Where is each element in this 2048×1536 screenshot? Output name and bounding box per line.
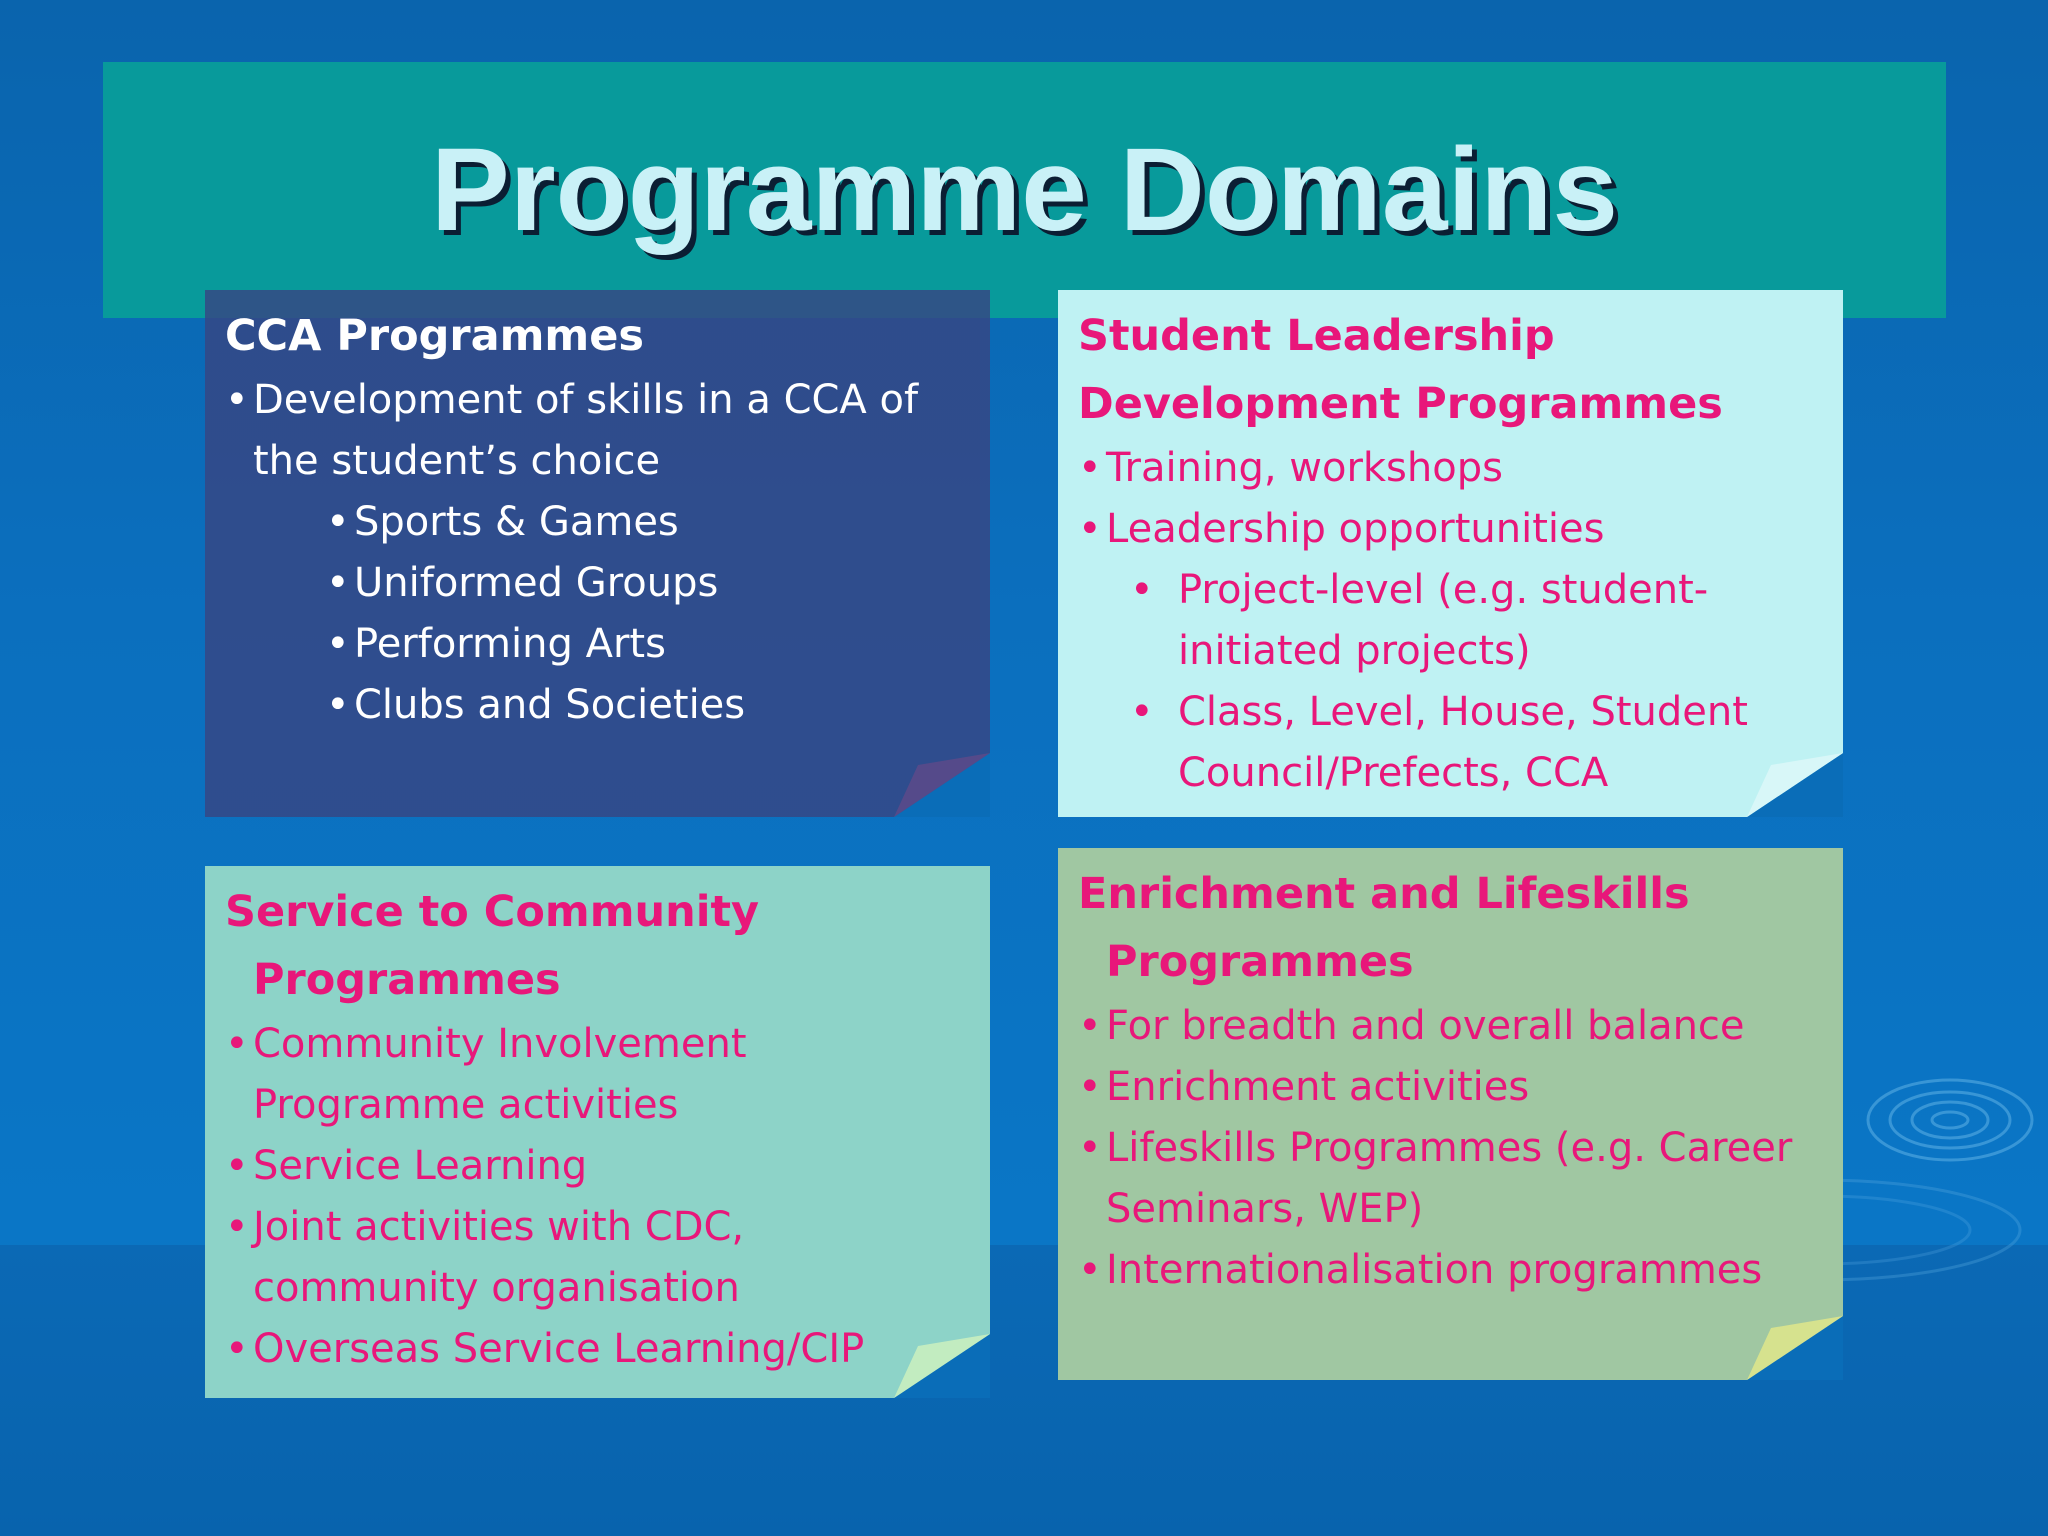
leadership-list: [1078, 438, 1829, 804]
list-item: • Uniformed Groups: [326, 553, 976, 614]
list-item: • Joint activities with CDC, community organisation: [225, 1197, 976, 1319]
list-item: • Class, Level, House, Student Council/Prefects, CCA: [1128, 682, 1829, 804]
enrichment-heading: Enrichment and Lifeskills Programmes: [1078, 869, 1690, 987]
service-to-community-card: [205, 866, 990, 1398]
list-item: • Community Involvement Programme activities: [225, 1014, 976, 1136]
list-item: • For breadth and overall balance: [1078, 996, 1829, 1057]
list-item: • Sports & Games: [326, 492, 976, 553]
list-item: • Service Learning: [225, 1136, 976, 1197]
community-list: [225, 1014, 976, 1380]
list-item: • Clubs and Societies: [326, 675, 976, 736]
list-item: • Lifeskills Programmes (e.g. Career Seminars, WEP): [1078, 1118, 1829, 1240]
list-item: • Overseas Service Learning/CIP: [225, 1319, 976, 1380]
list-item: • Leadership opportunities: [1078, 499, 1829, 560]
cca-list: [225, 370, 976, 736]
community-heading: Service to Community Programmes: [225, 887, 760, 1005]
list-item: • Training, workshops: [1078, 438, 1829, 499]
leadership-heading: Student Leadership Development Programmes: [1078, 311, 1723, 429]
list-item: • Performing Arts: [326, 614, 976, 675]
list-item: • Enrichment activities: [1078, 1057, 1829, 1118]
list-item: • Development of skills in a CCA of the student’s choice: [225, 370, 976, 492]
page-curl-icon: [1747, 753, 1843, 817]
page-curl-icon: [894, 1334, 990, 1398]
page-curl-icon: [894, 753, 990, 817]
student-leadership-card: [1058, 290, 1843, 817]
slide-title: Programme Domains: [431, 124, 1618, 256]
list-item: • Project-level (e.g. student-initiated projects): [1128, 560, 1829, 682]
list-item: • Internationalisation programmes: [1078, 1240, 1829, 1301]
page-curl-icon: [1747, 1316, 1843, 1380]
enrichment-list: [1078, 996, 1829, 1301]
cca-programmes-card: [205, 290, 990, 817]
enrichment-lifeskills-card: [1058, 848, 1843, 1380]
cca-heading: CCA Programmes: [225, 311, 644, 361]
